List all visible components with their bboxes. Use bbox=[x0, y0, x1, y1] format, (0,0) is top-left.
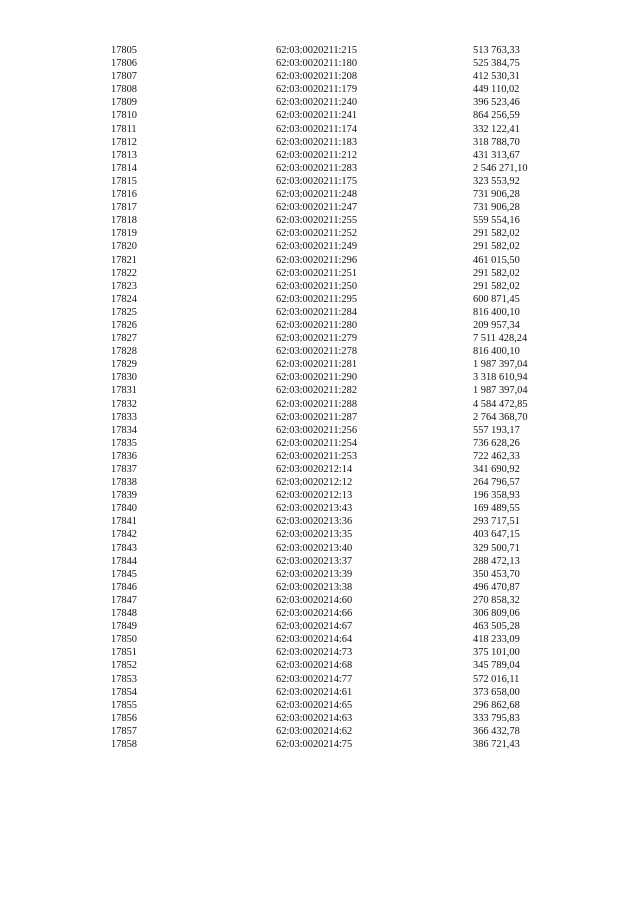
table-row bbox=[0, 712, 640, 725]
cadastral-value: 373 658,00 bbox=[473, 686, 520, 698]
cadastral-number: 62:03:0020211:255 bbox=[276, 215, 358, 227]
row-number: 17836 bbox=[111, 450, 137, 462]
table-row bbox=[0, 332, 640, 345]
row-number: 17833 bbox=[111, 411, 137, 423]
cadastral-number: 62:03:0020214:60 bbox=[276, 594, 353, 606]
row-number: 17854 bbox=[111, 686, 137, 698]
cadastral-value: 296 862,68 bbox=[473, 699, 520, 711]
cadastral-value: 463 505,28 bbox=[473, 621, 520, 633]
cadastral-value: 332 122,41 bbox=[473, 123, 520, 135]
cadastral-number: 62:03:0020213:36 bbox=[276, 516, 353, 528]
cadastral-number: 62:03:0020211:281 bbox=[276, 359, 358, 371]
row-number: 17842 bbox=[111, 529, 137, 541]
cadastral-value: 559 554,16 bbox=[473, 215, 520, 227]
table-row bbox=[0, 489, 640, 502]
table-row bbox=[0, 659, 640, 672]
cadastral-number: 62:03:0020211:279 bbox=[276, 333, 358, 345]
row-number: 17818 bbox=[111, 215, 137, 227]
row-number: 17844 bbox=[111, 555, 137, 567]
cadastral-value: 1 987 397,04 bbox=[473, 359, 528, 371]
cadastral-number: 62:03:0020214:63 bbox=[276, 712, 353, 724]
table-row bbox=[0, 240, 640, 253]
cadastral-number: 62:03:0020211:249 bbox=[276, 241, 358, 253]
row-number: 17807 bbox=[111, 71, 137, 83]
cadastral-number: 62:03:0020211:241 bbox=[276, 110, 358, 122]
row-number: 17829 bbox=[111, 359, 137, 371]
row-number: 17828 bbox=[111, 346, 137, 358]
cadastral-number: 62:03:0020213:37 bbox=[276, 555, 353, 567]
cadastral-number: 62:03:0020211:290 bbox=[276, 372, 358, 384]
cadastral-value: 333 795,83 bbox=[473, 712, 520, 724]
cadastral-number: 62:03:0020211:208 bbox=[276, 71, 358, 83]
table-row bbox=[0, 214, 640, 227]
row-number: 17841 bbox=[111, 516, 137, 528]
cadastral-number: 62:03:0020214:75 bbox=[276, 738, 353, 750]
table-row bbox=[0, 358, 640, 371]
table-row bbox=[0, 149, 640, 162]
cadastral-number: 62:03:0020211:256 bbox=[276, 424, 358, 436]
cadastral-value: 731 906,28 bbox=[473, 202, 520, 214]
cadastral-value: 350 453,70 bbox=[473, 568, 520, 580]
cadastral-number: 62:03:0020211:280 bbox=[276, 319, 358, 331]
cadastral-number: 62:03:0020211:252 bbox=[276, 228, 358, 240]
row-number: 17851 bbox=[111, 647, 137, 659]
cadastral-number: 62:03:0020213:38 bbox=[276, 581, 353, 593]
row-number: 17840 bbox=[111, 503, 137, 515]
cadastral-number: 62:03:0020211:180 bbox=[276, 58, 358, 70]
cadastral-number: 62:03:0020211:278 bbox=[276, 346, 358, 358]
table-row bbox=[0, 476, 640, 489]
table-row bbox=[0, 384, 640, 397]
cadastral-number: 62:03:0020211:296 bbox=[276, 254, 358, 266]
row-number: 17849 bbox=[111, 621, 137, 633]
row-number: 17820 bbox=[111, 241, 137, 253]
cadastral-number: 62:03:0020211:283 bbox=[276, 162, 358, 174]
cadastral-value: 329 500,71 bbox=[473, 542, 520, 554]
table-row bbox=[0, 725, 640, 738]
table-row bbox=[0, 686, 640, 699]
row-number: 17806 bbox=[111, 58, 137, 70]
cadastral-value: 864 256,59 bbox=[473, 110, 520, 122]
row-number: 17845 bbox=[111, 568, 137, 580]
cadastral-number: 62:03:0020211:240 bbox=[276, 97, 358, 109]
table-row bbox=[0, 502, 640, 515]
cadastral-number: 62:03:0020214:77 bbox=[276, 673, 353, 685]
row-number: 17821 bbox=[111, 254, 137, 266]
table-row bbox=[0, 70, 640, 83]
cadastral-value: 341 690,92 bbox=[473, 464, 520, 475]
cadastral-number: 62:03:0020212:12 bbox=[276, 477, 353, 489]
table-row bbox=[0, 345, 640, 358]
table-row bbox=[0, 581, 640, 594]
row-number: 17810 bbox=[111, 110, 137, 122]
row-number: 17826 bbox=[111, 319, 137, 331]
row-number: 17817 bbox=[111, 202, 137, 214]
cadastral-number: 62:03:0020211:253 bbox=[276, 450, 358, 462]
cadastral-number: 62:03:0020211:212 bbox=[276, 149, 358, 161]
row-number: 17809 bbox=[111, 97, 137, 109]
cadastral-value: 461 015,50 bbox=[473, 254, 520, 266]
cadastral-number: 62:03:0020211:282 bbox=[276, 385, 358, 397]
cadastral-value: 403 647,15 bbox=[473, 529, 520, 541]
table-row bbox=[0, 57, 640, 70]
cadastral-number: 62:03:0020211:295 bbox=[276, 293, 358, 305]
table-row bbox=[0, 699, 640, 712]
row-number: 17834 bbox=[111, 424, 137, 436]
table-row bbox=[0, 515, 640, 528]
cadastral-number: 62:03:0020211:287 bbox=[276, 411, 358, 423]
row-number: 17808 bbox=[111, 84, 137, 96]
table-row bbox=[0, 175, 640, 188]
cadastral-number: 62:03:0020211:175 bbox=[276, 175, 358, 187]
row-number: 17835 bbox=[111, 437, 137, 449]
cadastral-number: 62:03:0020211:284 bbox=[276, 306, 358, 318]
row-number: 17837 bbox=[111, 464, 137, 475]
cadastral-value: 366 432,78 bbox=[473, 725, 520, 737]
row-number: 17843 bbox=[111, 542, 137, 554]
cadastral-number: 62:03:0020211:215 bbox=[276, 45, 358, 56]
table-row bbox=[0, 136, 640, 149]
cadastral-number: 62:03:0020214:65 bbox=[276, 699, 353, 711]
row-number: 17811 bbox=[111, 123, 137, 135]
cadastral-value: 731 906,28 bbox=[473, 189, 520, 201]
cadastral-value: 3 318 610,94 bbox=[473, 372, 528, 384]
table-row bbox=[0, 424, 640, 437]
cadastral-number: 62:03:0020212:13 bbox=[276, 490, 353, 502]
table-row bbox=[0, 568, 640, 581]
table-row bbox=[0, 44, 640, 57]
table-row bbox=[0, 227, 640, 240]
cadastral-value: 496 470,87 bbox=[473, 581, 520, 593]
row-number: 17846 bbox=[111, 581, 137, 593]
cadastral-value: 722 462,33 bbox=[473, 450, 520, 462]
row-number: 17858 bbox=[111, 738, 137, 750]
cadastral-number: 62:03:0020211:248 bbox=[276, 189, 358, 201]
cadastral-value: 323 553,92 bbox=[473, 175, 520, 187]
cadastral-value: 557 193,17 bbox=[473, 424, 520, 436]
row-number: 17850 bbox=[111, 634, 137, 646]
row-number: 17838 bbox=[111, 477, 137, 489]
row-number: 17857 bbox=[111, 725, 137, 737]
row-number: 17827 bbox=[111, 333, 137, 345]
cadastral-value: 270 858,32 bbox=[473, 594, 520, 606]
row-number: 17815 bbox=[111, 175, 137, 187]
cadastral-value: 264 796,57 bbox=[473, 477, 520, 489]
table-row bbox=[0, 411, 640, 424]
cadastral-value: 306 809,06 bbox=[473, 608, 520, 620]
cadastral-value: 7 511 428,24 bbox=[473, 333, 528, 345]
cadastral-number: 62:03:0020211:174 bbox=[276, 123, 358, 135]
table-row bbox=[0, 673, 640, 686]
table-row bbox=[0, 188, 640, 201]
cadastral-value: 513 763,33 bbox=[473, 45, 520, 56]
row-number: 17852 bbox=[111, 660, 137, 672]
table-row bbox=[0, 646, 640, 659]
cadastral-number: 62:03:0020213:40 bbox=[276, 542, 353, 554]
row-number: 17848 bbox=[111, 608, 137, 620]
cadastral-value: 291 582,02 bbox=[473, 228, 520, 240]
cadastral-value: 600 871,45 bbox=[473, 293, 520, 305]
row-number: 17853 bbox=[111, 673, 137, 685]
cadastral-number: 62:03:0020211:247 bbox=[276, 202, 358, 214]
cadastral-value: 196 358,93 bbox=[473, 490, 520, 502]
row-number: 17855 bbox=[111, 699, 137, 711]
table-row bbox=[0, 96, 640, 109]
cadastral-value: 1 987 397,04 bbox=[473, 385, 528, 397]
table-row bbox=[0, 738, 640, 751]
table-row bbox=[0, 633, 640, 646]
row-number: 17831 bbox=[111, 385, 137, 397]
cadastral-value: 318 788,70 bbox=[473, 136, 520, 148]
table-row bbox=[0, 555, 640, 568]
table-row bbox=[0, 528, 640, 541]
table-row bbox=[0, 463, 640, 476]
row-number: 17816 bbox=[111, 189, 137, 201]
cadastral-value: 2 764 368,70 bbox=[473, 411, 528, 423]
table-row bbox=[0, 371, 640, 384]
row-number: 17856 bbox=[111, 712, 137, 724]
table-row bbox=[0, 280, 640, 293]
cadastral-number: 62:03:0020214:61 bbox=[276, 686, 353, 698]
table-row bbox=[0, 542, 640, 555]
cadastral-value: 386 721,43 bbox=[473, 738, 520, 750]
row-number: 17824 bbox=[111, 293, 137, 305]
cadastral-number: 62:03:0020214:62 bbox=[276, 725, 353, 737]
table-row bbox=[0, 109, 640, 122]
cadastral-number: 62:03:0020211:254 bbox=[276, 437, 358, 449]
row-number: 17847 bbox=[111, 594, 137, 606]
row-number: 17825 bbox=[111, 306, 137, 318]
cadastral-value: 449 110,02 bbox=[473, 84, 520, 96]
table-row bbox=[0, 620, 640, 633]
table-row bbox=[0, 254, 640, 267]
cadastral-value: 291 582,02 bbox=[473, 280, 520, 292]
row-number: 17839 bbox=[111, 490, 137, 502]
table-row bbox=[0, 607, 640, 620]
row-number: 17814 bbox=[111, 162, 137, 174]
cadastral-number: 62:03:0020211:251 bbox=[276, 267, 358, 279]
table-row bbox=[0, 594, 640, 607]
row-number: 17813 bbox=[111, 149, 137, 161]
row-number: 17832 bbox=[111, 398, 137, 410]
cadastral-number: 62:03:0020213:43 bbox=[276, 503, 353, 515]
cadastral-number: 62:03:0020211:250 bbox=[276, 280, 358, 292]
cadastral-value: 816 400,10 bbox=[473, 306, 520, 318]
cadastral-value-table bbox=[0, 44, 640, 751]
cadastral-value: 418 233,09 bbox=[473, 634, 520, 646]
table-row bbox=[0, 319, 640, 332]
cadastral-value: 572 016,11 bbox=[473, 673, 520, 685]
cadastral-value: 345 789,04 bbox=[473, 660, 520, 672]
cadastral-value: 291 582,02 bbox=[473, 267, 520, 279]
cadastral-value: 2 546 271,10 bbox=[473, 162, 528, 174]
cadastral-value: 293 717,51 bbox=[473, 516, 520, 528]
table-row bbox=[0, 293, 640, 306]
row-number: 17823 bbox=[111, 280, 137, 292]
table-row bbox=[0, 123, 640, 136]
row-number: 17822 bbox=[111, 267, 137, 279]
cadastral-value: 412 530,31 bbox=[473, 71, 520, 83]
cadastral-number: 62:03:0020211:183 bbox=[276, 136, 358, 148]
table-row bbox=[0, 437, 640, 450]
row-number: 17805 bbox=[111, 45, 137, 56]
cadastral-value: 736 628,26 bbox=[473, 437, 520, 449]
table-row bbox=[0, 201, 640, 214]
cadastral-number: 62:03:0020211:179 bbox=[276, 84, 358, 96]
cadastral-number: 62:03:0020214:66 bbox=[276, 608, 353, 620]
cadastral-value: 209 957,34 bbox=[473, 319, 520, 331]
cadastral-number: 62:03:0020214:73 bbox=[276, 647, 353, 659]
cadastral-value: 396 523,46 bbox=[473, 97, 520, 109]
cadastral-number: 62:03:0020213:35 bbox=[276, 529, 353, 541]
row-number: 17830 bbox=[111, 372, 137, 384]
table-row bbox=[0, 83, 640, 96]
cadastral-value: 525 384,75 bbox=[473, 58, 520, 70]
table-row bbox=[0, 306, 640, 319]
row-number: 17812 bbox=[111, 136, 137, 148]
cadastral-number: 62:03:0020213:39 bbox=[276, 568, 353, 580]
cadastral-number: 62:03:0020211:288 bbox=[276, 398, 358, 410]
cadastral-value: 816 400,10 bbox=[473, 346, 520, 358]
cadastral-number: 62:03:0020214:67 bbox=[276, 621, 353, 633]
cadastral-value: 431 313,67 bbox=[473, 149, 520, 161]
cadastral-value: 169 489,55 bbox=[473, 503, 520, 515]
table-row bbox=[0, 450, 640, 463]
cadastral-number: 62:03:0020214:68 bbox=[276, 660, 353, 672]
table-row bbox=[0, 398, 640, 411]
row-number: 17819 bbox=[111, 228, 137, 240]
cadastral-value: 288 472,13 bbox=[473, 555, 520, 567]
cadastral-value: 291 582,02 bbox=[473, 241, 520, 253]
cadastral-value: 4 584 472,85 bbox=[473, 398, 528, 410]
table-row bbox=[0, 267, 640, 280]
table-row bbox=[0, 162, 640, 175]
cadastral-number: 62:03:0020212:14 bbox=[276, 464, 353, 475]
cadastral-number: 62:03:0020214:64 bbox=[276, 634, 353, 646]
cadastral-value: 375 101,00 bbox=[473, 647, 520, 659]
